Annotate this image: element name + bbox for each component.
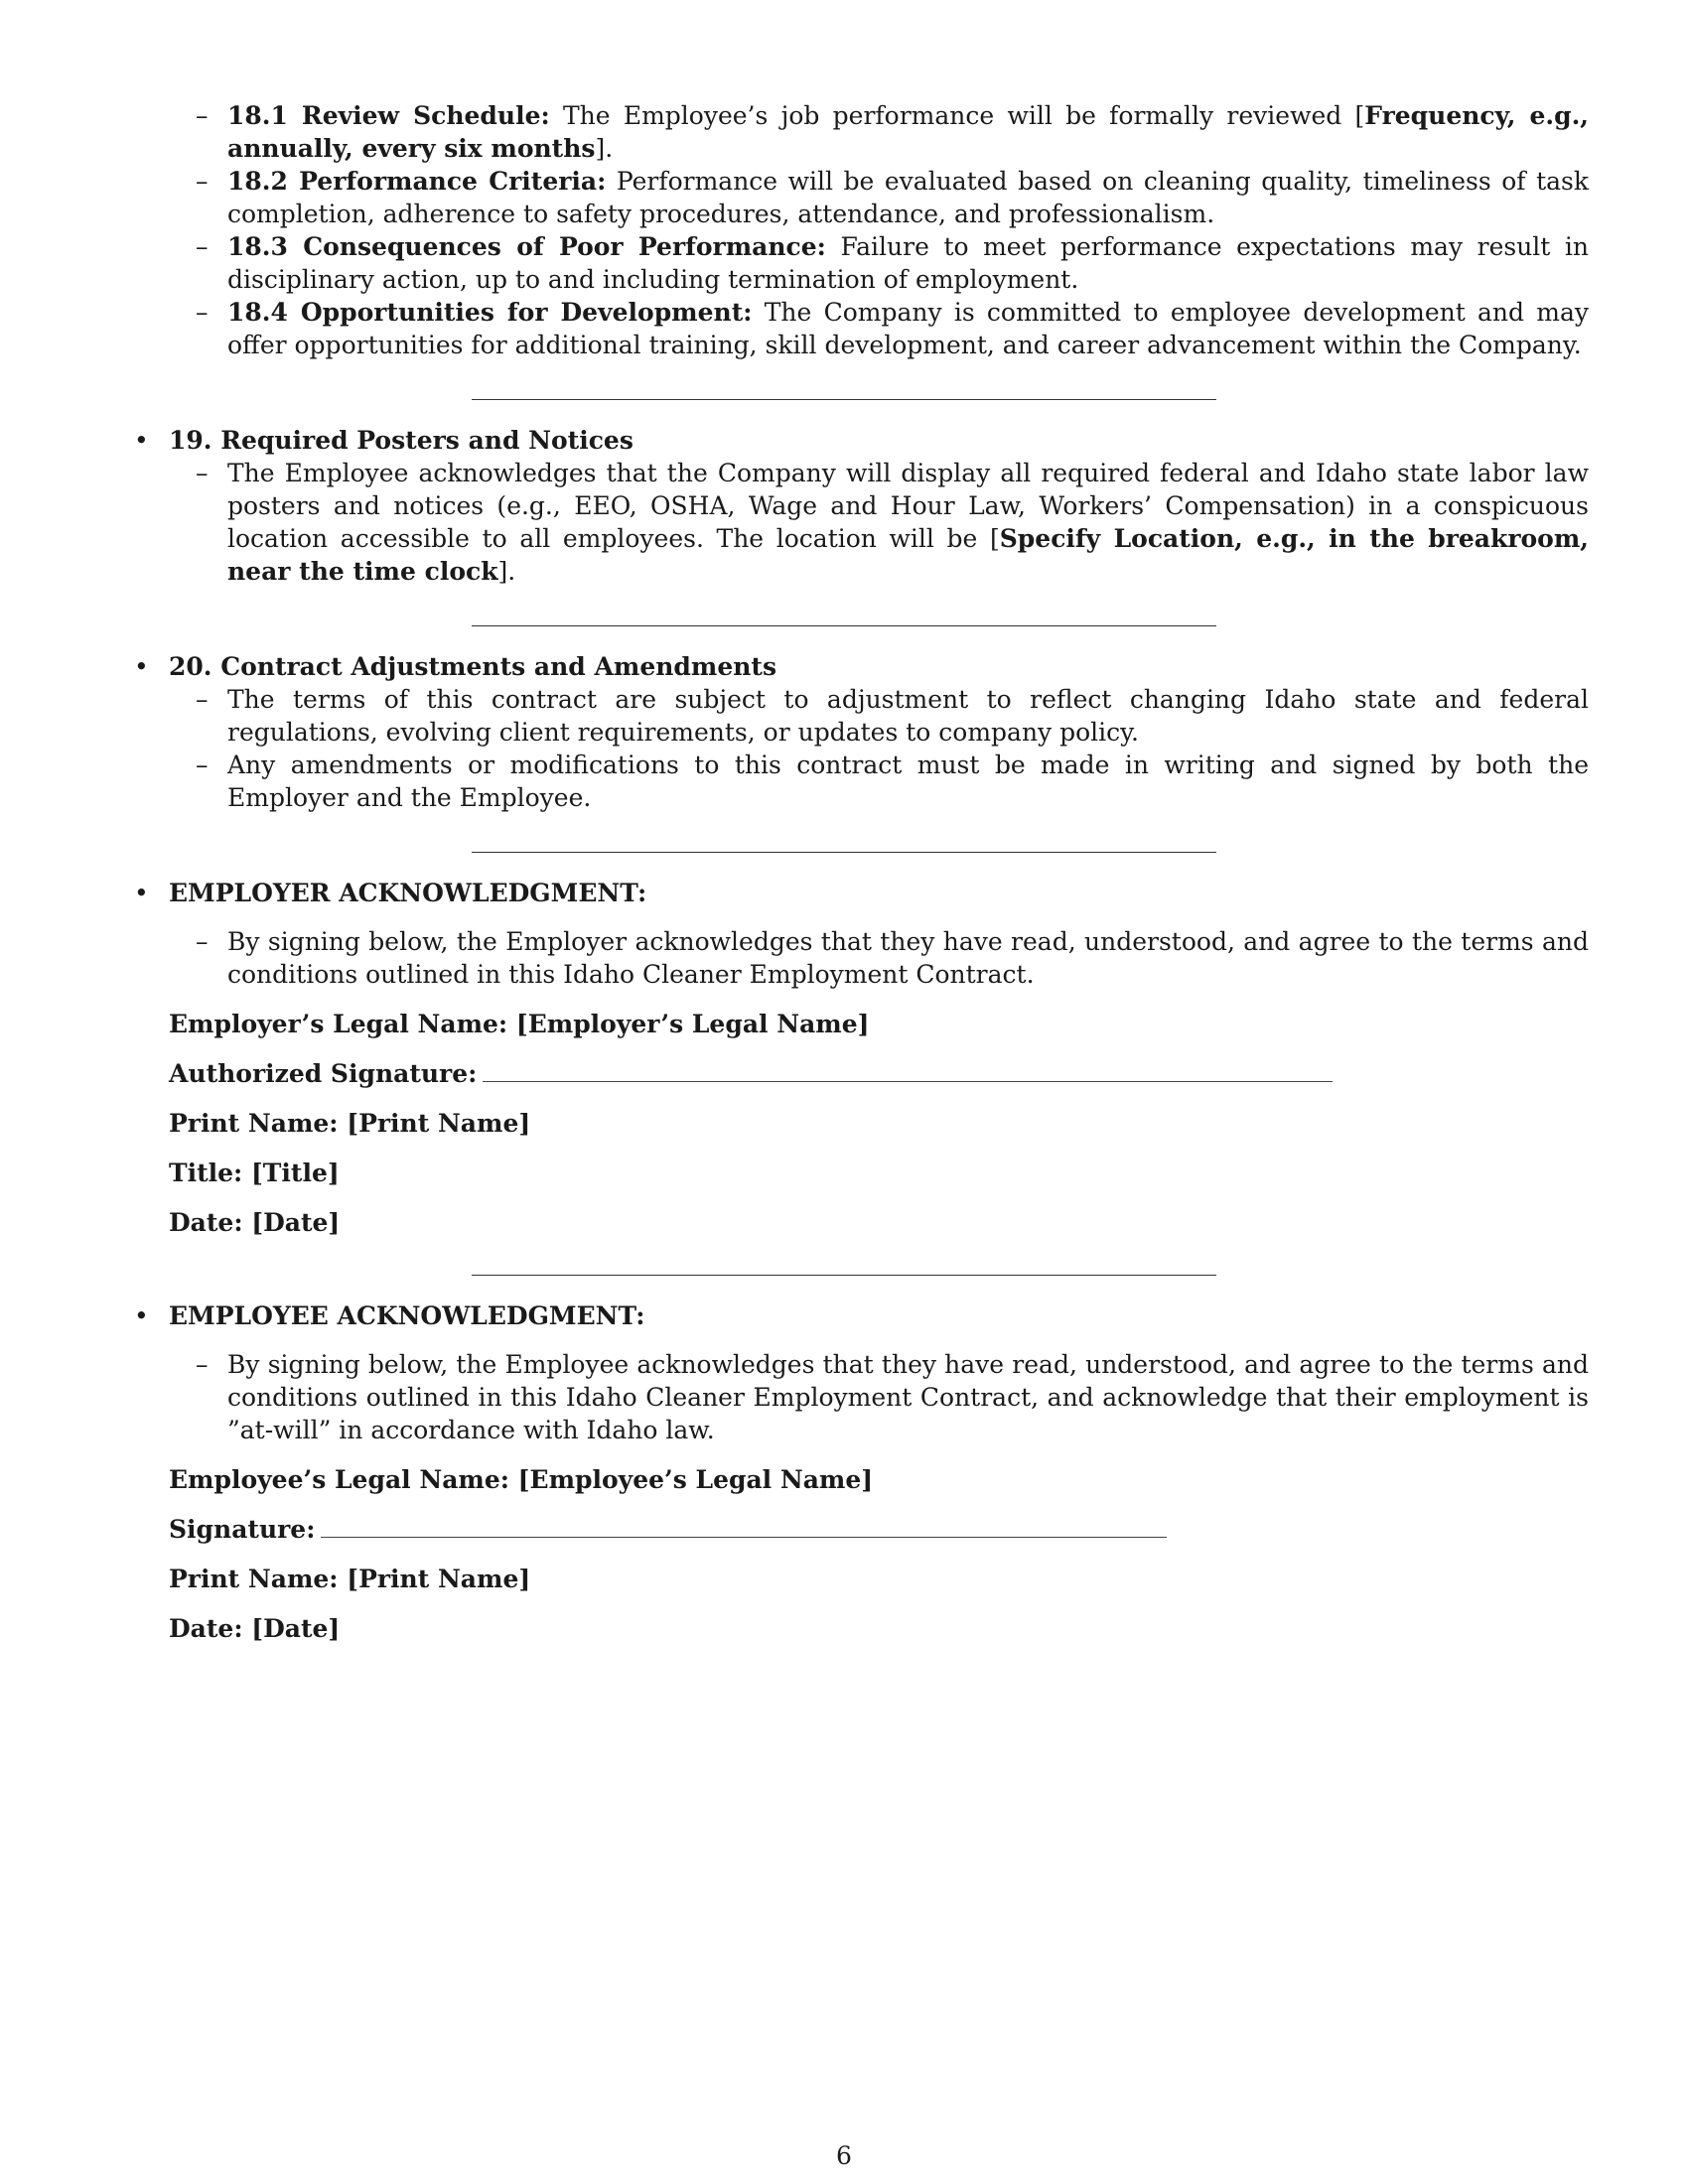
section-20 [134, 650, 1589, 683]
section-20-heading: 20. Contract Adjustments and Amendments [169, 652, 777, 681]
item-18-4-label: 18.4 Opportunities for Development: [227, 298, 753, 327]
employee-print-name: Print Name: [Print Name] [169, 1565, 531, 1593]
item-18-4 [134, 296, 1589, 361]
employee-acknowledgment [134, 1299, 1589, 1332]
item-18-1-text: The Employee’s job performance will be formally reviewed [ [549, 101, 1365, 130]
employer-signature-label: Authorized Signature: [169, 1059, 478, 1088]
item-18-1-label: 18.1 Review Schedule: [227, 101, 550, 130]
section-separator [472, 399, 1216, 400]
bullet-marker: • [134, 879, 149, 907]
bullet-marker: • [134, 1301, 149, 1330]
section-separator [472, 625, 1216, 626]
employer-acknowledgment [134, 877, 1589, 909]
item-20-1 [134, 683, 1589, 749]
dash-marker: – [196, 685, 209, 714]
dash-marker: – [196, 1350, 209, 1379]
employee-signature-row [134, 1513, 1589, 1546]
dash-marker: – [196, 459, 209, 487]
bullet-marker: • [134, 652, 149, 681]
dash-marker: – [196, 232, 209, 261]
section-19 [134, 424, 1589, 457]
dash-marker: – [196, 751, 209, 779]
item-20-2-text: Any amendments or modifications to this contract must be made in writing and signed by both the Employer and the Employee. [227, 751, 1589, 812]
item-20-1-text: The terms of this contract are subject to adjustment to reflect changing Idaho state and federal regulations, evolving client requirements, or updates to company policy. [227, 685, 1589, 747]
employer-statement [134, 925, 1589, 991]
item-18-1-end: ]. [595, 134, 614, 163]
employer-date: Date: [Date] [169, 1208, 341, 1237]
section-separator [472, 852, 1216, 853]
item-19-1-text: The Employee acknowledges that the Company will display all required federal and Idaho state labor law posters and notices (e.g., EEO, OSHA, Wage and Hour Law, Workers’ Compensation) in a conspicuous location accessible to all employees. The location will be [ [227, 459, 1589, 553]
item-18-3-text: Failure to meet performance expectations may result in disciplinary action, up to and including termination of employment. [227, 232, 1589, 294]
employee-date: Date: [Date] [169, 1614, 341, 1643]
section-separator [472, 1275, 1216, 1276]
item-19-1-placeholder: Specify Location, e.g., in the breakroom, near the time clock [227, 524, 1589, 586]
employer-signature-row [134, 1057, 1589, 1090]
item-18-3 [134, 230, 1589, 296]
employee-statement-text: By signing below, the Employee acknowledges that they have read, understood, and agree to the terms and conditions outlined in this Idaho Cleaner Employment Contract, and acknowledge that their employment is ”at-will” in accordance with Idaho law. [227, 1350, 1589, 1444]
item-18-2 [134, 165, 1589, 230]
dash-marker: – [196, 298, 209, 327]
item-19-1 [134, 457, 1589, 588]
employer-print-name: Print Name: [Print Name] [169, 1109, 531, 1138]
item-18-1 [134, 99, 1589, 165]
employee-signature-line[interactable] [321, 1519, 1167, 1538]
document-content [134, 99, 1589, 1645]
item-18-4-text: The Company is committed to employee development and may offer opportunities for additional training, skill development, and career advancement within the Company. [227, 298, 1590, 359]
item-18-3-label: 18.3 Consequences of Poor Performance: [227, 232, 826, 261]
employee-statement [134, 1348, 1589, 1446]
employer-heading: EMPLOYER ACKNOWLEDGMENT: [169, 879, 647, 907]
item-20-2 [134, 749, 1589, 814]
section-18-items [134, 99, 1589, 361]
employee-signature-label: Signature: [169, 1515, 316, 1544]
employer-title: Title: [Title] [169, 1159, 340, 1187]
item-18-2-text: Performance will be evaluated based on cleaning quality, timeliness of task completion, adherence to safety procedures, attendance, and professionalism. [227, 167, 1590, 228]
item-19-1-end: ]. [497, 557, 516, 586]
item-18-1-placeholder: Frequency, e.g., annually, every six months [227, 101, 1590, 163]
page-number: 6 [836, 2141, 852, 2170]
bullet-marker: • [134, 426, 149, 455]
employer-statement-text: By signing below, the Employer acknowledges that they have read, understood, and agree to the terms and conditions outlined in this Idaho Cleaner Employment Contract. [227, 927, 1589, 989]
dash-marker: – [196, 927, 209, 956]
employee-legal-name: Employee’s Legal Name: [Employee’s Legal Name] [169, 1465, 874, 1494]
employer-legal-name: Employer’s Legal Name: [Employer’s Legal Name] [169, 1010, 870, 1038]
employee-heading: EMPLOYEE ACKNOWLEDGMENT: [169, 1301, 645, 1330]
section-19-heading: 19. Required Posters and Notices [169, 426, 633, 455]
item-18-2-label: 18.2 Performance Criteria: [227, 167, 607, 196]
employer-signature-line[interactable] [483, 1063, 1333, 1082]
dash-marker: – [196, 167, 209, 196]
dash-marker: – [196, 101, 209, 130]
